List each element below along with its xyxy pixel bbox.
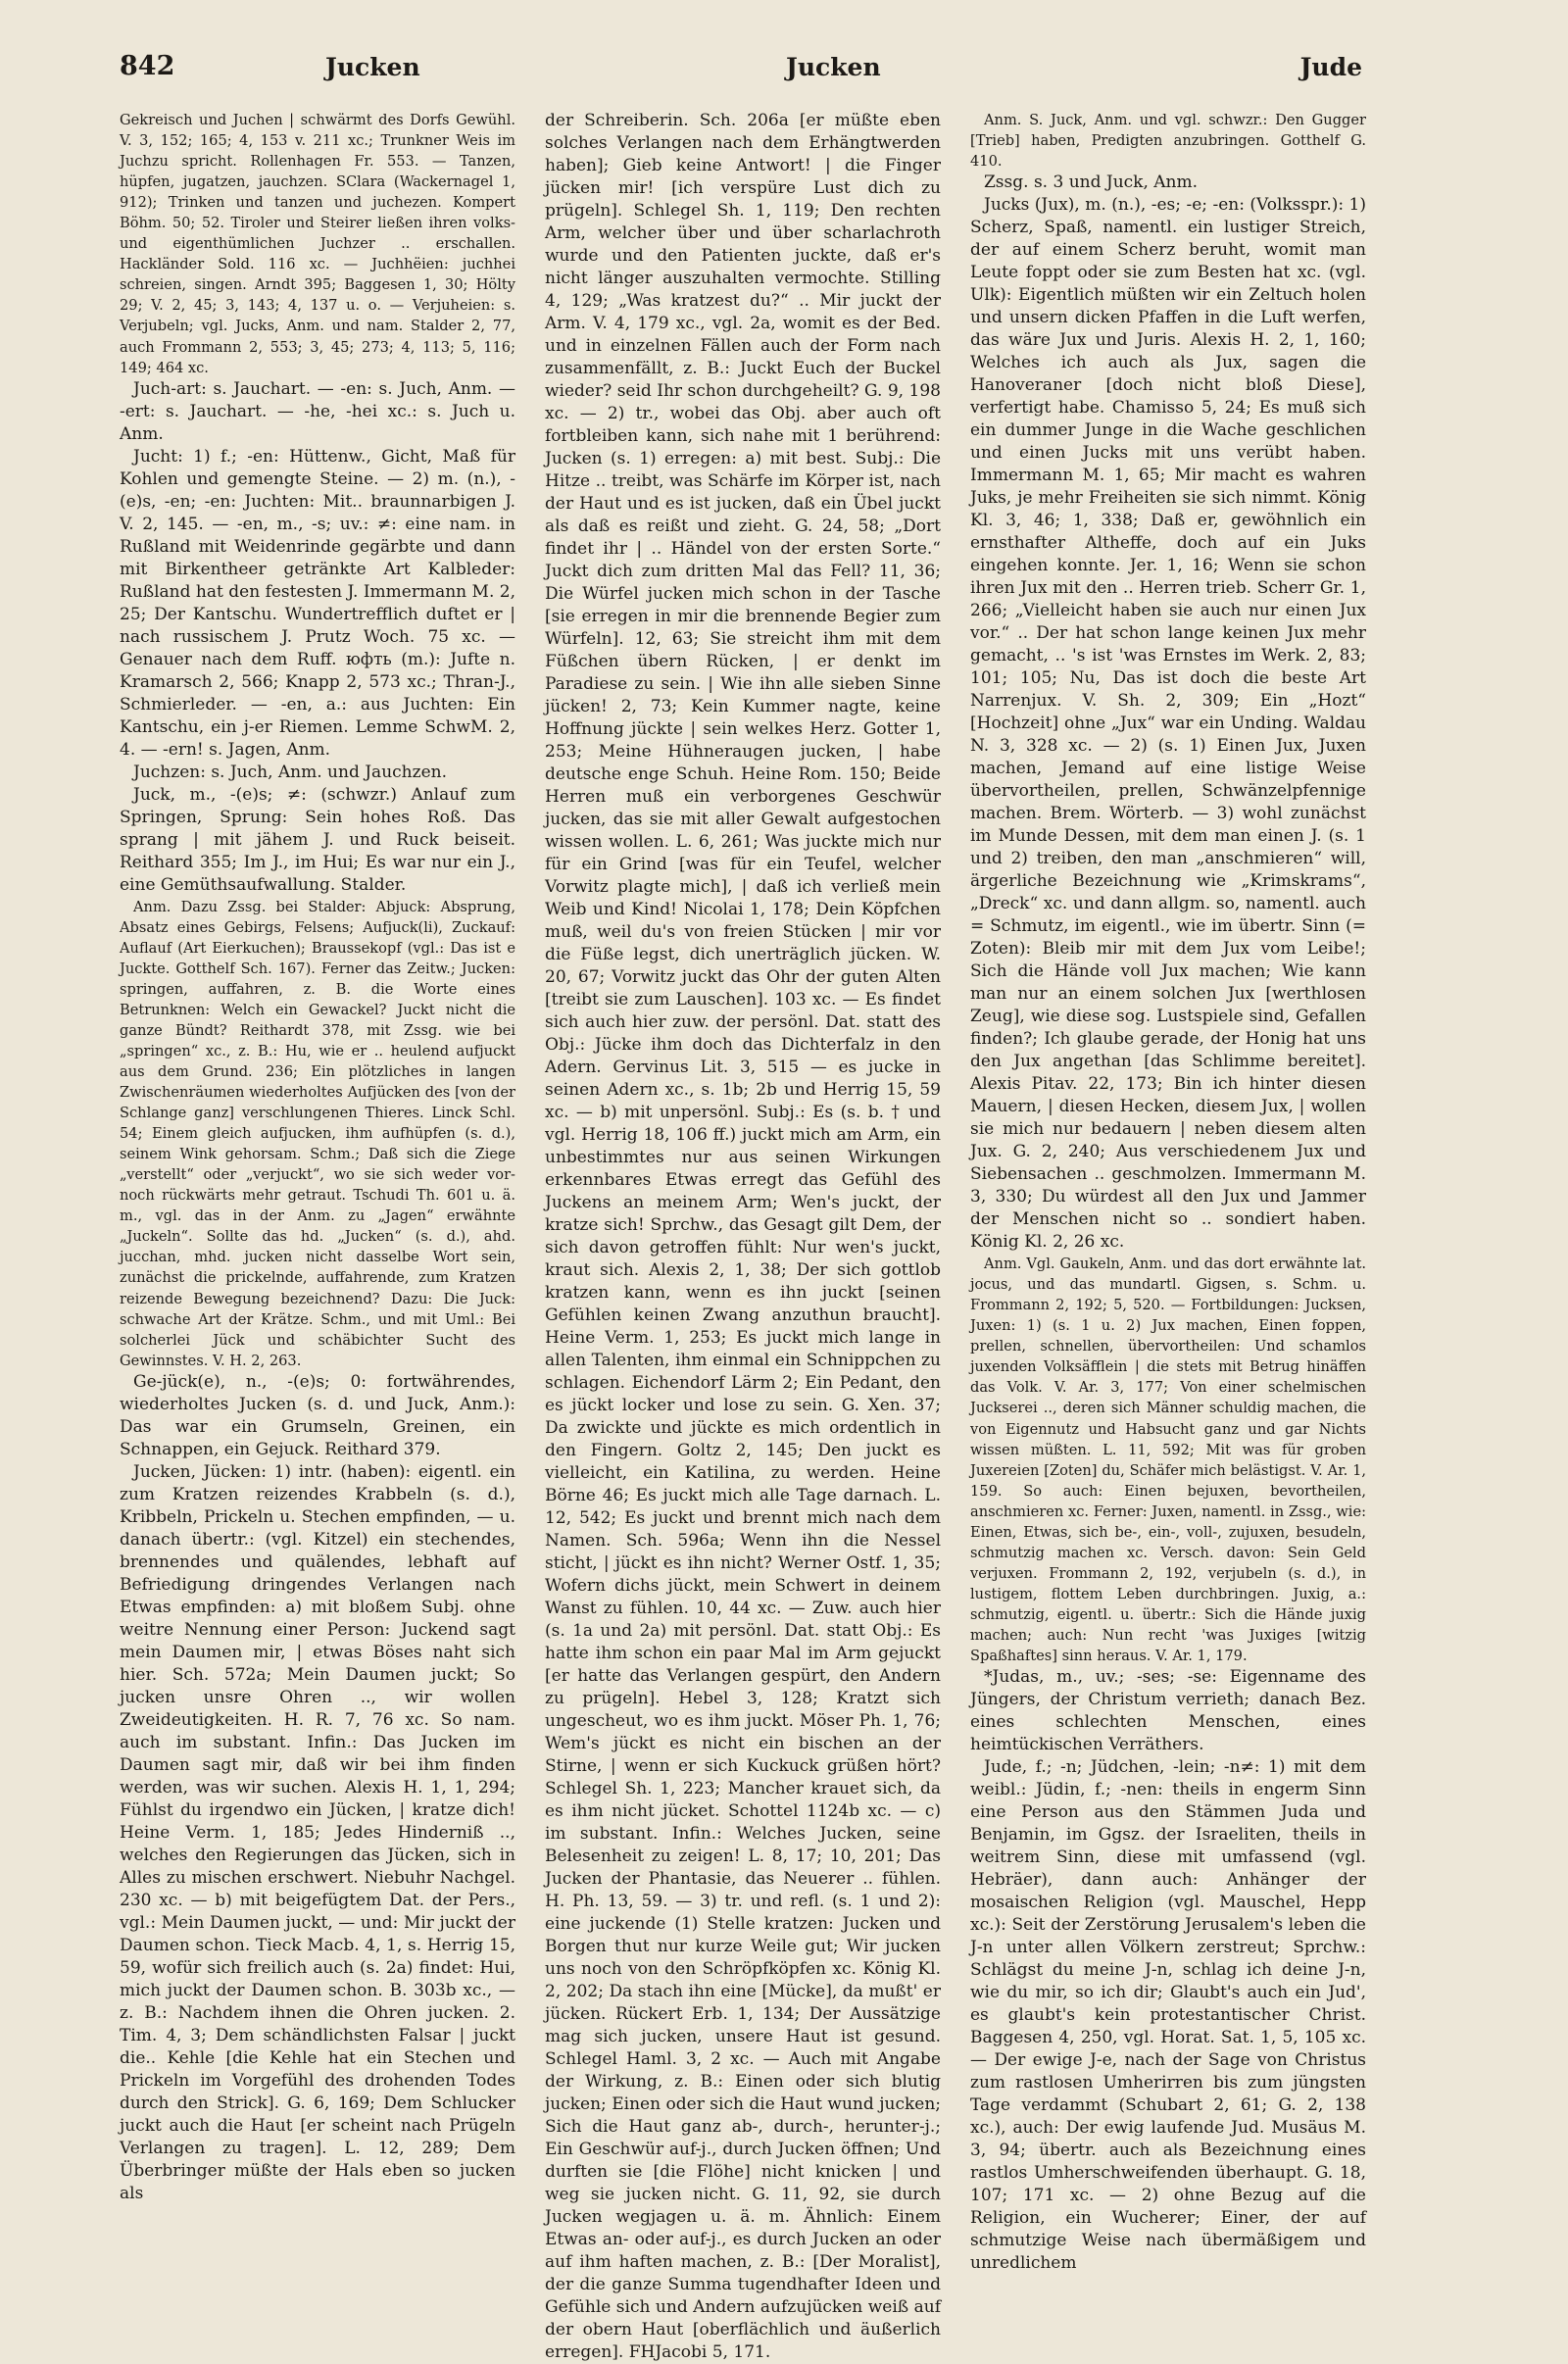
text-columns [120,110,1366,2362]
entry-paragraph: Juck, m., -(e)s; ≠: (schwzr.) Anlauf zum Springen, Sprung: Sein hohes Roß. Das sprang | mit jähem J. und Ruck beiseit. Reithard 355; Im J., im Hui; Es war nur ein J., eine Gemüthsaufwallung. Stalder. [120,784,515,895]
running-header [120,51,1362,90]
note-paragraph: Anm. Vgl. Gaukeln, Anm. und das dort erwähnte lat. jocus, und das mundartl. Gigsen, s. Schm. u. Frommann 2, 192; 5, 520. — Fortbildungen: Jucksen, Juxen: 1) (s. 1 u. 2) Jux machen, Einen foppen, prellen, schnellen, übervortheilen: Und schamlos juxenden Volksäfflein | die stets mit Betrug hinäffen das Volk. V. Ar. 3, 177; Von einer schelmischen Juckserei .., deren sich Männer schuldig machen, die von Eigennutz und Habsucht ganz und gar Nichts wissen müßten. L. 11, 592; Mit was für groben Juxereien [Zoten] du, Schäfer mich belästigst. V. Ar. 1, 159. So auch: Einen bejuxen, bevortheilen, anschmieren xc. Ferner: Juxen, namentl. in Zssg., wie: Einen, Etwas, sich be-, ein-, voll-, zujuxen, besudeln, schmutzig machen xc. Versch. davon: Sein Geld verjuxen. Frommann 2, 192, verjubeln (s. d.), in lustigem, flottem Leben durchbringen. Juxig, a.: schmutzig, eigentl. u. übertr.: Sich die Hände juxig machen; auch: Nun recht 'was Juxiges [witzig Spaßhaftes] sinn heraus. V. Ar. 1, 179. [970,1256,1366,1665]
right-guide-word: Jude [1299,53,1362,81]
entry-paragraph: Jucks (Jux), m. (n.), -es; -e; -en: (Volksspr.): 1) Scherz, Spaß, namentl. ein lustiger Streich, der auf einem Scherz beruht, womit man Leute foppt oder sie zum Besten hat xc. (vgl. Ulk): Eigentlich müßten wir ein Zeltuch holen und unsern dicken Pfaffen in die Luft werfen, das wäre Jux und Juris. Alexis H. 2, 1, 160; Welches ich auch als Jux, sagen die Hanoveraner [doch nicht bloß Diese], verfertigt habe. Chamisso 5, 24; Es muß sich ein dummer Junge in die Wache geschlichen und einen Jucks mit uns verübt haben. Immermann M. 1, 65; Mir macht es wahren Juks, je mehr Freiheiten sie sich nimmt. König Kl. 3, 46; 1, 338; Daß er, gewöhnlich ein ernsthafter Altheffe, doch auf ein Juks eingehen konnte. Jer. 1, 16; Wenn sie schon ihren Jux mit den .. Herren trieb. Scherr Gr. 1, 266; „Vielleicht haben sie auch nur einen Jux vor.“ .. Der hat schon lange keinen Jux mehr gemacht, .. 's ist 'was Ernstes im Werk. 2, 83; 101; 105; Nu, Das ist doch die beste Art Narrenjux. V. Sh. 2, 309; Ein „Hozt“ [Hochzeit] ohne „Jux“ war ein Unding. Waldau N. 3, 328 xc. — 2) (s. 1) Einen Jux, Juxen machen, Jemand auf eine listige Weise übervortheilen, prellen, Schwänzelpfennige machen. Brem. Wörterb. — 3) wohl zunächst im Munde Dessen, mit dem man einen J. (s. 1 und 2) treiben, den man „anschmieren“ will, ärgerliche Bezeichnung wie „Krimskrams“, „Dreck“ xc. und dann allgm. so, namentl. auch = Schmutz, im eigentl., wie im übertr. Sinn (= Zoten): Bleib mir mit dem Jux vom Leibe!; Sich die Hände voll Jux machen; Wie kann man nur an einem solchen Jux [werthlosen Zeug], wie diese sog. Lustspiele sind, Gefallen finden?; Ich glaube gerade, der Honig hat uns den Jux angethan [das Schlimme bereitet]. Alexis Pitav. 22, 173; Bin ich hinter diesen Mauern, | diesen Hecken, diesem Jux, | wollen sie mich nur bedauern | neben diesem alten Jux. G. 2, 240; Aus verschiedenem Jux und Siebensachen .. geschmolzen. Immermann M. 3, 330; Du würdest all den Jux und Jammer der Menschen nicht so .. sondiert haben. König Kl. 2, 26 xc. [970,195,1366,1253]
entry-paragraph: Ge-jück(e), n., -(e)s; 0: fortwährendes, wiederholtes Jucken (s. d. und Juck, Anm.): Das war ein Grumseln, Greinen, ein Schnappen, ein Gejuck. Reithard 379. [120,1371,515,1459]
left-guide-word: Jucken [325,53,420,81]
column-3 [970,110,1366,2274]
center-guide-word: Jucken [786,53,881,81]
entry-paragraph: Jucht: 1) f.; -en: Hüttenw., Gicht, Maß für Kohlen und gemengte Steine. — 2) m. (n.), -(e)s, -en; -en: Juchten: Mit.. braunnarbigen J. V. 2, 145. — -en, m., -s; uv.: ≠: eine nam. in Rußland mit Weidenrinde gegärbte und dann mit Birkentheer getränkte Art Kalbleder: Rußland hat den festesten J. Immermann M. 2, 25; Der Kantschu. Wundertrefflich duftet er | nach russischem J. Prutz Woch. 75 xc. — Genauer nach dem Ruff. юфть (m.): Jufte n. Kramarsch 2, 566; Knapp 2, 573 xc.; Thran-J., Schmierleder. — -en, a.: aus Juchten: Ein Kantschu, ein j-er Riemen. Lemme SchwM. 2, 4. — -ern! s. Jagen, Anm. [120,446,515,760]
note-paragraph: Anm. Dazu Zssg. bei Stalder: Abjuck: Absprung, Absatz eines Gebirgs, Felsens; Aufjuck(li), Zuckauf: Auflauf (Art Eierkuchen); Braussekopf (vgl.: Das ist e Juckte. Gotthelf Sch. 167). Ferner das Zeitw.; Jucken: springen, auffahren, z. B. die Worte eines Betrunknen: Welch ein Gewackel? Juckt nicht die ganze Bündt? Reithardt 378, mit Zssg. wie bei „springen“ xc., z. B.: Hu, wie er .. heulend aufjuckt aus dem Grund. 236; Ein plötzliches in langen Zwischenräumen wiederholtes Aufjücken des [von der Schlange ganz] verschlungenen Thieres. Linck Schl. 54; Einem gleich aufjucken, ihm aufhüpfen (s. d.), seinem Wink gehorsam. Schm.; Daß sich die Ziege „verstellt“ oder „verjuckt“, wo sie sich weder vor- noch rückwärts mehr getraut. Tschudi Th. 601 u. ä. m., vgl. das in der Anm. zu „Jagen“ erwähnte „Juckeln“. Sollte das hd. „Jucken“ (s. d.), ahd. jucchan, mhd. jucken nicht dasselbe Wort sein, zunächst die prickelnde, auffahrende, zum Kratzen reizende Bewegung bezeichnend? Dazu: Die Juck: schwache Art der Krätze. Schm., und mit Uml.: Bei solcherlei Jück und schäbichter Sucht des Gewinnstes. V. H. 2, 263. [120,898,515,1369]
entry-paragraph: der Schreiberin. Sch. 206a [er müßte eben solches Verlangen nach dem Erhängtwerden haben]; Gieb keine Antwort! | die Finger jücken mir! [ich verspüre Lust dich zu prügeln]. Schlegel Sh. 1, 119; Den rechten Arm, welcher über und über scharlachroth wurde und den Patienten juckte, daß er's nicht länger auszuhalten vermochte. Stilling 4, 129; „Was kratzest du?“ .. Mir juckt der Arm. V. 4, 179 xc., vgl. 2a, womit es der Bed. und in einzelnen Fällen auch der Form nach zusammenfällt, z. B.: Juckt Euch der Buckel wieder? seid Ihr schon durchgeheilt? G. 9, 198 xc. — 2) tr., wobei das Obj. aber auch oft fortbleiben kann, sich nahe mit 1 berührend: Jucken (s. 1) erregen: a) mit best. Subj.: Die Hitze .. treibt, was Schärfe im Körper ist, nach der Haut und es ist jucken, daß ein Übel juckt als daß es reißt und zieht. G. 24, 58; „Dort findet ihr | .. Händel von der ersten Sorte.“ Juckt dich zum dritten Mal das Fell? 11, 36; Die Würfel jucken mich schon in der Tasche [sie erregen in mir die brennende Begier zum Würfeln]. 12, 63; Sie streicht ihm mit dem Füßchen übern Rücken, | er denkt im Paradiese zu sein. | Wie ihn alle sieben Sinne jücken! 2, 73; Kein Kummer nagte, keine Hoffnung jückte | sein welkes Herz. Gotter 1, 253; Meine Hühneraugen jucken, | habe deutsche enge Schuh. Heine Rom. 150; Beide Herren muß ein verborgenes Geschwür jucken, das sie mit aller Gewalt aufgestochen wissen wollen. L. 6, 261; Was juckte mich nur für ein Grind [was für ein Teufel, welcher Vorwitz plagte mich], | daß ich verließ mein Weib und Kind! Nicolai 1, 178; Dein Köpfchen muß, weil du's von freien Stücken | mir vor die Füße legst, dich unerträglich jücken. W. 20, 67; Vorwitz juckt das Ohr der guten Alten [treibt sie zum Lauschen]. 103 xc. — Es findet sich auch hier zuw. der persönl. Dat. statt des Obj.: Jücke ihm doch das Dichterfalz in den Adern. Gervinus Lit. 3, 515 — es jucke in seinen Adern xc., s. 1b; 2b und Herrig 15, 59 xc. — b) mit unpersönl. Subj.: Es (s. b. † und vgl. Herrig 18, 106 ff.) juckt mich am Arm, ein unbestimmtes nur aus seinen Wirkungen erkennbares Etwas erregt das Gefühl des Juckens an meinem Arm; Wen's juckt, der kratze sich! Sprchw., das Gesagt gilt Dem, der sich davon getroffen fühlt: Nur wen's juckt, kraut sich. Alexis 2, 1, 38; Der sich gottlob kratzen kann, wenn es ihn juckt [seinen Gefühlen keinen Zwang anzuthun braucht]. Heine Verm. 1, 253; Es juckt mich lange in allen Talenten, ihm einmal ein Schnippchen zu schlagen. Eichendorf Lärm 2; Ein Pedant, den es jückt locker und lose zu sein. G. Xen. 37; Da zwickte und jückte es mich ordentlich in den Fingern. Goltz 2, 145; Den juckt es vielleicht, ein Katilina, zu werden. Heine Börne 46; Es juckt mich alle Tage darnach. L. 12, 542; Es juckt und brennt mich nach dem Namen. Sch. 596a; Wenn ihn die Nessel sticht, | jückt es ihn nicht? Werner Ostf. 1, 35; Wofern dichs jückt, mein Schwert in deinem Wanst zu fühlen. 10, 44 xc. — Zuw. auch hier (s. 1a und 2a) mit persönl. Dat. statt Obj.: Es hatte ihm schon ein paar Mal im Arm gejuckt [er hatte das Verlangen gespürt, den Andern zu prügeln]. Hebel 3, 128; Kratzt sich ungescheut, wo es ihm juckt. Möser Ph. 1, 76; Wem's jückt es nicht ein bischen an der Stirne, | wenn er sich Kuckuck grüßen hört? Schlegel Sh. 1, 223; Mancher krauet sich, da es ihm nicht jücket. Schottel 1124b xc. — c) im substant. Infin.: Welches Jucken, seine Belesenheit zu zeigen! L. 8, 17; 10, 201; Das Jucken der Phantasie, das Neuerer .. fühlen. H. Ph. 13, 59. — 3) tr. und refl. (s. 1 und 2): eine juckende (1) Stelle kratzen: Jucken und Borgen thut nur kurze Weile gut; Wir jucken uns noch von den Schröpfköpfen xc. König Kl. 2, 202; Da stach ihn eine [Mücke], da mußt' er jücken. Rückert Erb. 1, 134; Der Aussätzige mag sich jucken, unsere Haut ist gesund. Schlegel Haml. 3, 2 xc. — Auch mit Angabe der Wirkung, z. B.: Einen oder sich blutig jucken; Einen oder sich die Haut wund jucken; Sich die Haut ganz ab-, durch-, herunter-j.; Ein Geschwür auf-j., durch Jucken öffnen; Und durften sie [die Flöhe] nicht knicken | und weg sie jucken nicht. G. 11, 92, sie durch Jucken wegjagen u. ä. m. Ähnlich: Einem Etwas an- oder auf-j., es durch Jucken an oder auf ihm haften machen, z. B.: [Der Moralist], der die ganze Summa tugendhafter Ideen und Gefühle sich und Andern aufzujücken weiß auf der obern Haut [oberflächlich und äußerlich erregen]. FHJacobi 5, 171. [545,111,941,2362]
entry-paragraph: Jude, f.; -n; Jüdchen, -lein; -n≠: 1) mit dem weibl.: Jüdin, f.; -nen: theils in engerm Sinn eine Person aus den Stämmen Juda und Benjamin, im Ggsz. der Israeliten, theils in weitrem Sinn, diese mit umfassend (vgl. Hebräer), dann auch: Anhänger der mosaischen Religion (vgl. Mauschel, Hepp xc.): Seit der Zerstörung Jerusalem's leben die J-n unter allen Völkern zerstreut; Sprchw.: Schlägst du meine J-n, schlag ich deine J-n, wie du mir, so ich dir; Glaubt's auch ein Jud', es glaubt's kein protestantischer Christ. Baggesen 4, 250, vgl. Horat. Sat. 1, 5, 105 xc. — Der ewige J-e, nach der Sage von Christus zum rastlosen Umherirren bis zum jüngsten Tage verdammt (Schubart 2, 61; G. 2, 138 xc.), auch: Der ewig laufende Jud. Musäus M. 3, 94; übertr. auch als Bezeichnung eines rastlos Umherschweifenden überhaupt. G. 18, 107; 171 xc. — 2) ohne Bezug auf die Religion, ein Wucherer; Einer, der auf schmutzige Weise nach übermäßigem und unredlichem [970,1757,1366,2274]
note-paragraph: Anm. S. Juck, Anm. und vgl. schwzr.: Den Gugger [Trieb] haben, Predigten anzubringen. Gotthelf G. 410. [970,112,1366,171]
entry-paragraph: *Judas, m., uv.; -ses; -se: Eigenname des Jüngers, der Christum verrieth; danach Bez. eines schlechten Menschen, eines heimtückischen Verräthers. [970,1667,1366,1755]
column-2 [545,110,941,2362]
entry-paragraph: Zssg. s. 3 und Juck, Anm. [984,172,1199,193]
entry-paragraph: Gekreisch und Juchen | schwärmt des Dorfs Gewühl. V. 3, 152; 165; 4, 153 v. 211 xc.; Trunkner Weis im Juchzu spricht. Rollenhagen Fr. 553. — Tanzen, hüpfen, jugatzen, jauchzen. SClara (Wackernagel 1, 912); Trinken und tanzen und juchezen. Kompert Böhm. 50; 52. Tiroler und Steirer ließen ihren volks- und eigenthümlichen Juchzer .. erschallen. Hackländer Sold. 116 xc. — Juchhëien: juchhei schreien, singen. Arndt 395; Baggesen 1, 30; Hölty 29; V. 2, 45; 3, 143; 4, 137 u. o. — Verjuheien: s. Verjubeln; vgl. Jucks, Anm. und nam. Stalder 2, 77, auch Frommann 2, 553; 3, 45; 273; 4, 113; 5, 116; 149; 464 xc. [120,112,515,376]
page-number: 842 [120,51,175,81]
entry-paragraph: Jucken, Jücken: 1) intr. (haben): eigentl. ein zum Kratzen reizendes Krabbeln (s. d.), Kribbeln, Prickeln u. Stechen empfinden, — u. danach übertr.: (vgl. Kitzel) ein stechendes, brennendes und quälendes, lebhaft auf Befriedigung dringendes Verlangen nach Etwas empfinden: a) mit bloßem Subj. ohne weitre Nennung einer Person: Juckend sagt mein Daumen mir, | etwas Böses naht sich hier. Sch. 572a; Mein Daumen juckt; So jucken unsre Ohren .., wir wollen Zweideutigkeiten. H. R. 7, 76 xc. So nam. auch im substant. Infin.: Das Jucken im Daumen sagt mir, daß wir bei ihm finden werden, was wir suchen. Alexis H. 1, 1, 294; Fühlst du irgendwo ein Jücken, | kratze dich! Heine Verm. 1, 185; Jedes Hinderniß .., welches den Regierungen das Jücken, sich in Alles zu mischen erschwert. Niebuhr Nachgel. 230 xc. — b) mit beigefügtem Dat. der Pers., vgl.: Mein Daumen juckt, — und: Mir juckt der Daumen schon. Tieck Macb. 4, 1, s. Herrig 15, 59, wofür sich freilich auch (s. 2a) findet: Hui, mich juckt der Daumen schon. B. 303b xc., — z. B.: Nachdem ihnen die Ohren jucken. 2. Tim. 4, 3; Dem schändlichsten Falsar | juckt die.. Kehle [die Kehle hat ein Stechen und Prickeln im Vorgefühl des drohenden Todes durch den Strick]. G. 6, 169; Dem Schlucker juckt auch die Haut [er scheint nach Prügeln Verlangen zu tragen]. L. 12, 289; Dem Überbringer müßte der Hals eben so jucken als [120,1461,515,2203]
column-1 [120,110,515,2203]
entry-paragraph: Juchzen: s. Juch, Anm. und Jauchzen. [133,762,447,782]
entry-paragraph: Juch-art: s. Jauchart. — -en: s. Juch, Anm. — -ert: s. Jauchart. — -he, -hei xc.: s. Juch u. Anm. [120,378,515,444]
